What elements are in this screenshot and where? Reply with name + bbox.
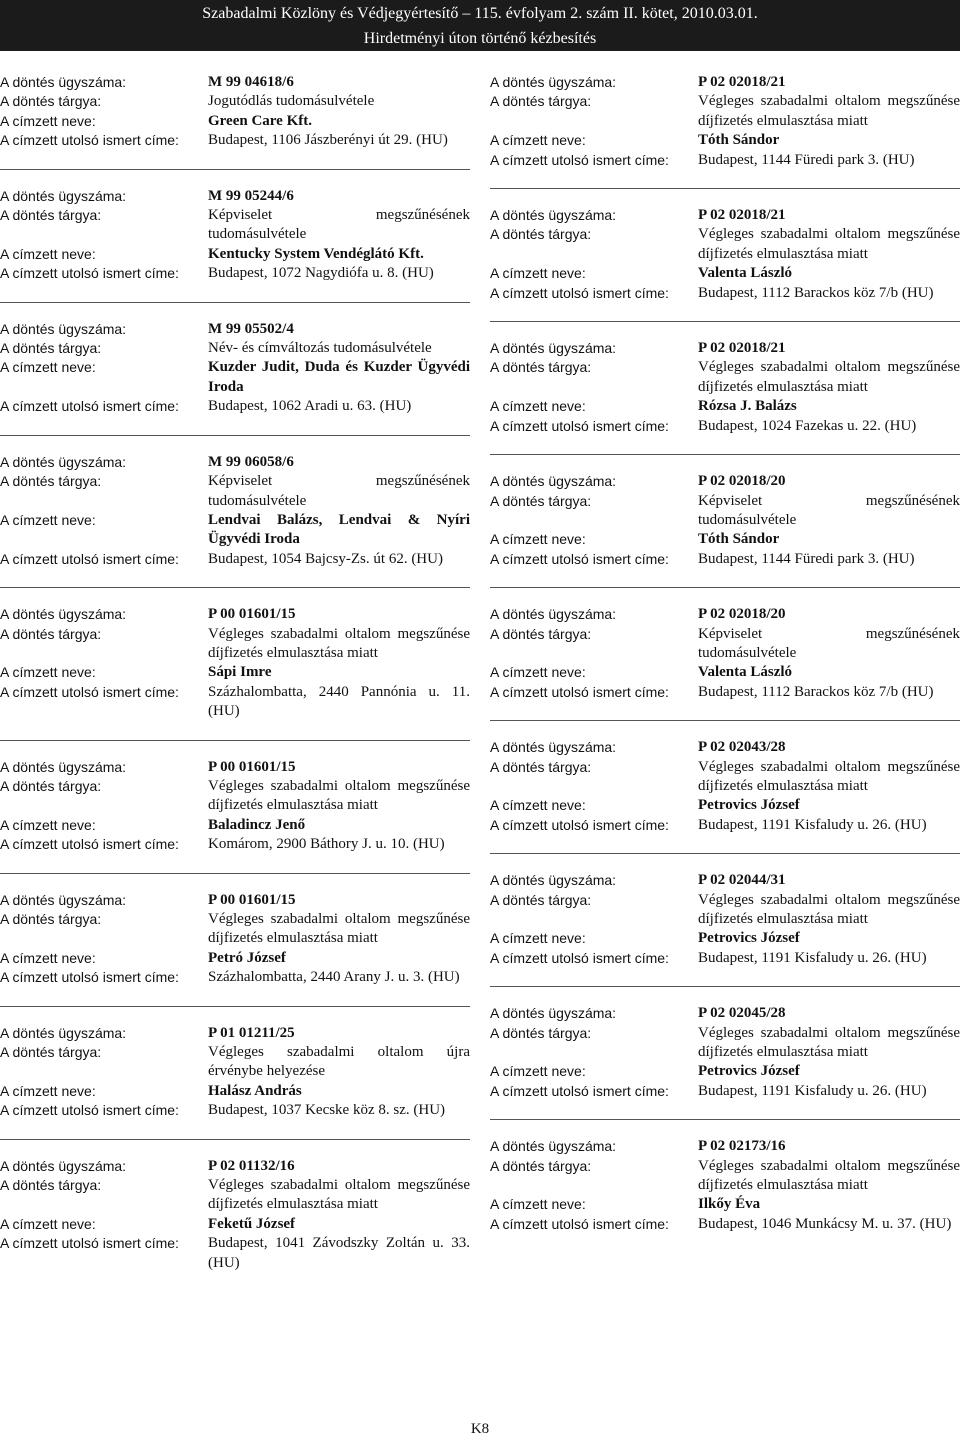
decision-number-label: A döntés ügyszáma: [490,606,617,623]
recipient-address-label: A címzett utolsó ismert címe: [0,836,179,853]
decision-number-label: A döntés ügyszáma: [0,1157,127,1174]
recipient-address-row [0,1234,470,1273]
recipient-address-row [490,1215,960,1234]
recipient-name: Feketű József [208,1215,296,1232]
decision-entry [0,187,470,303]
recipient-address-label: A címzett utolsó ismert címe: [0,969,179,986]
recipient-name-row [490,929,960,948]
recipient-address-label: A címzett utolsó ismert címe: [0,398,179,415]
recipient-address: Budapest, 1024 Fazekas u. 22. (HU) [698,417,917,434]
decision-number-row [490,472,960,491]
decision-number-row [490,605,960,624]
recipient-name-row [0,1215,470,1234]
decision-subject: Képviselet megszűnésének tudomásulvétele [208,207,470,243]
recipient-name-label: A címzett neve: [490,664,586,681]
decision-number-label: A döntés ügyszáma: [0,891,127,908]
decision-number-label: A döntés ügyszáma: [490,872,617,889]
decision-entry [490,339,960,455]
decision-entry [490,871,960,987]
decision-number: M 99 05244/6 [208,187,294,204]
decision-number: P 00 01601/15 [208,891,296,908]
page-number: K8 [470,1421,490,1437]
recipient-address-label: A címzett utolsó ismert címe: [490,949,669,966]
decision-number-label: A döntés ügyszáma: [0,320,127,337]
recipient-name-label: A címzett neve: [490,265,586,282]
recipient-name: Lendvai Balázs, Lendvai & Nyíri Ügyvédi Iroda [208,511,470,548]
recipient-name: Petrovics József [698,1063,800,1080]
recipient-address: Százhalombatta, 2440 Pannónia u. 11. (HU) [208,683,470,720]
decision-subject-label: A döntés tárgya: [0,911,102,927]
decision-number-row [0,1024,470,1043]
decision-subject-row [490,758,960,797]
decision-subject: Végleges szabadalmi oltalom megszűnése díjfizetés elmulasztása miatt [208,777,470,814]
decision-subject-row [0,1176,470,1215]
recipient-address: Budapest, 1106 Jászberényi út 29. (HU) [208,132,448,149]
decision-number: P 02 02018/20 [698,606,786,623]
recipient-name-label: A címzett neve: [0,359,96,376]
recipient-address-row [490,151,960,170]
decision-subject-label: A döntés tárgya: [490,93,592,110]
page-header [0,0,960,51]
decision-number: P 02 01132/16 [208,1157,295,1174]
recipient-name-row [0,112,470,131]
decision-number-label: A döntés ügyszáma: [0,1024,127,1041]
recipient-address: Komárom, 2900 Báthory J. u. 10. (HU) [208,836,445,853]
recipient-address-row [0,550,470,569]
recipient-address: Budapest, 1046 Munkácsy M. u. 37. (HU) [698,1215,952,1232]
decision-subject: Képviselet megszűnésének tudomásulvétele [698,625,960,661]
recipient-name: Rózsa J. Balázs [698,398,797,415]
recipient-address: Budapest, 1191 Kisfaludy u. 26. (HU) [698,816,927,833]
decision-number: P 02 02018/21 [698,207,786,224]
recipient-address: Budapest, 1112 Barackos köz 7/b (HU) [698,284,934,301]
decision-number-row [490,73,960,92]
recipient-address: Budapest, 1112 Barackos köz 7/b (HU) [698,683,934,700]
recipient-name-row [490,663,960,682]
recipient-name-row [490,397,960,416]
left-column [0,73,470,1308]
recipient-address-label: A címzett utolsó ismert címe: [0,1235,179,1252]
right-column [490,73,960,1269]
decision-number-label: A döntés ügyszáma: [490,340,617,357]
recipient-name-row [0,358,470,397]
decision-number-row [0,187,470,206]
decision-subject-row [0,206,470,245]
decision-subject: Végleges szabadalmi oltalom megszűnése díjfizetés elmulasztása miatt [208,625,470,661]
decision-number: P 00 01601/15 [208,606,296,623]
recipient-address-row [490,683,960,702]
decision-entry [0,758,470,874]
decision-subject-row [0,472,470,511]
recipient-address: Budapest, 1191 Kisfaludy u. 26. (HU) [698,1082,927,1099]
recipient-address-row [0,968,470,987]
recipient-name: Tóth Sándor [698,531,780,548]
recipient-address-label: A címzett utolsó ismert címe: [0,265,179,282]
decision-number-label: A döntés ügyszáma: [0,74,127,90]
recipient-name-label: A címzett neve: [490,398,586,415]
recipient-name-label: A címzett neve: [0,511,96,528]
decision-subject: Végleges szabadalmi oltalom megszűnése díjfizetés elmulasztása miatt [698,1157,960,1194]
recipient-name-row [490,264,960,283]
decision-subject: Végleges szabadalmi oltalom újra érvénybe helyezése [208,1044,470,1080]
decision-subject-row [0,1043,470,1082]
decision-subject-label: A döntés tárgya: [490,359,592,376]
decision-subject: Végleges szabadalmi oltalom megszűnése díjfizetés elmulasztása miatt [698,1024,960,1061]
decision-subject-label: A döntés tárgya: [490,1157,592,1174]
decision-subject: Végleges szabadalmi oltalom megszűnése díjfizetés elmulasztása miatt [698,758,960,794]
recipient-address-label: A címzett utolsó ismert címe: [490,1082,669,1099]
decision-number: M 99 06058/6 [208,453,294,470]
decision-subject-row [490,1157,960,1196]
decision-entry [490,738,960,854]
decision-subject: Végleges szabadalmi oltalom megszűnése díjfizetés elmulasztása miatt [208,911,470,947]
recipient-address: Budapest, 1191 Kisfaludy u. 26. (HU) [698,949,927,966]
recipient-name: Green Care Kft. [208,112,312,129]
decision-subject-label: A döntés tárgya: [0,473,102,490]
decision-number-row [0,605,470,624]
recipient-address-row [490,1082,960,1101]
decision-number-row [0,453,470,472]
recipient-name: Tóth Sándor [698,132,780,149]
decision-number-row [0,758,470,777]
decision-entry [0,73,470,170]
decision-entry [490,73,960,189]
decision-subject-row [490,625,960,664]
recipient-address-row [490,949,960,968]
decision-subject: Végleges szabadalmi oltalom megszűnése díjfizetés elmulasztása miatt [698,359,960,395]
recipient-name-label: A címzett neve: [0,664,96,681]
decision-subject-row [490,492,960,531]
recipient-address-label: A címzett utolsó ismert címe: [0,550,179,567]
recipient-name-label: A címzett neve: [490,797,586,814]
decision-subject-label: A döntés tárgya: [0,93,102,110]
decision-number-label: A döntés ügyszáma: [490,207,617,224]
decision-subject-label: A döntés tárgya: [0,1044,102,1061]
decision-number-row [0,73,470,92]
recipient-address: Budapest, 1072 Nagydiófa u. 8. (HU) [208,265,434,282]
decision-subject-row [0,777,470,816]
decision-entry [0,320,470,436]
recipient-address: Budapest, 1037 Kecske köz 8. sz. (HU) [208,1102,446,1119]
recipient-address: Budapest, 1144 Füredi park 3. (HU) [698,151,915,168]
decision-subject-label: A döntés tárgya: [0,207,102,224]
recipient-address: Budapest, 1041 Závodszky Zoltán u. 33. (HU) [208,1235,470,1271]
decision-subject: Jogutódlás tudomásulvétele [208,93,375,110]
decision-number-row [0,1157,470,1176]
recipient-name: Valenta László [698,664,793,681]
decision-number: P 00 01601/15 [208,758,296,775]
decision-number-label: A döntés ügyszáma: [0,758,127,775]
recipient-name: Kentucky System Vendéglátó Kft. [208,245,424,262]
decision-entry [490,1137,960,1252]
recipient-address-row [0,835,470,854]
decision-entry [490,1004,960,1120]
recipient-address-label: A címzett utolsó ismert címe: [0,1102,179,1119]
decision-subject-row [0,339,470,358]
recipient-name-label: A címzett neve: [490,930,586,947]
decision-number: P 02 02018/21 [698,74,786,90]
recipient-name-label: A címzett neve: [0,1215,96,1232]
decision-number-label: A döntés ügyszáma: [490,74,617,90]
decision-number: P 02 02018/21 [698,340,786,357]
decision-subject: Képviselet megszűnésének tudomásulvétele [698,492,960,528]
recipient-name-row [0,511,470,550]
decision-number-label: A döntés ügyszáma: [490,1005,617,1022]
decision-subject-row [490,358,960,397]
decision-number: P 02 02173/16 [698,1138,786,1155]
recipient-name-row [490,796,960,815]
decision-number: P 02 02043/28 [698,739,786,756]
decision-number-label: A döntés ügyszáma: [490,1138,617,1155]
recipient-name: Ilkőy Éva [698,1196,761,1213]
recipient-address-label: A címzett utolsó ismert címe: [490,417,669,434]
decision-entry [0,1024,470,1140]
decision-subject-row [490,92,960,131]
decision-number-row [490,206,960,225]
recipient-address-label: A címzett utolsó ismert címe: [490,1215,669,1232]
decision-number: P 02 02045/28 [698,1005,786,1022]
decision-entry [0,453,470,588]
decision-subject-row [490,225,960,264]
recipient-name-row [490,1195,960,1214]
recipient-address: Budapest, 1062 Aradi u. 63. (HU) [208,398,412,415]
decision-entry [0,1157,470,1291]
decision-number-row [490,871,960,890]
decision-subject: Végleges szabadalmi oltalom megszűnése díjfizetés elmulasztása miatt [698,891,960,927]
decision-subject-label: A döntés tárgya: [490,492,592,509]
decision-number: P 01 01211/25 [208,1024,295,1041]
recipient-address-row [0,397,470,416]
decision-subject: Végleges szabadalmi oltalom megszűnése díjfizetés elmulasztása miatt [698,93,960,129]
recipient-address-label: A címzett utolsó ismert címe: [490,683,669,700]
recipient-address-label: A címzett utolsó ismert címe: [0,683,179,700]
recipient-address-row [0,1101,470,1120]
decision-number: M 99 05502/4 [208,320,294,337]
recipient-name-row [0,663,470,682]
decision-number: P 02 02018/20 [698,473,786,490]
recipient-address-row [0,683,470,722]
recipient-name-label: A címzett neve: [0,949,96,966]
recipient-name-row [0,1082,470,1101]
decision-number: M 99 04618/6 [208,74,294,90]
decision-subject-label: A döntés tárgya: [0,1177,102,1194]
recipient-name: Kuzder Judit, Duda és Kuzder Ügyvédi Iroda [208,359,470,395]
decision-subject-row [0,92,470,111]
decision-number-row [490,1004,960,1023]
recipient-name: Petrovics József [698,930,800,947]
decision-subject-row [0,625,470,664]
recipient-name: Petrovics József [698,797,800,814]
recipient-address-label: A címzett utolsó ismert címe: [490,284,669,301]
decision-number-row [490,738,960,757]
recipient-address: Budapest, 1054 Bajcsy-Zs. út 62. (HU) [208,550,443,567]
recipient-name-label: A címzett neve: [490,1196,586,1213]
recipient-address-row [490,816,960,835]
decision-number-row [490,339,960,358]
recipient-name-label: A címzett neve: [490,531,586,548]
decision-number-label: A döntés ügyszáma: [0,606,127,623]
decision-subject: Képviselet megszűnésének tudomásulvétele [208,473,470,509]
recipient-name-row [490,1062,960,1081]
recipient-name: Baladincz Jenő [208,816,306,833]
recipient-name-label: A címzett neve: [0,245,96,262]
decision-subject: Végleges szabadalmi oltalom megszűnése díjfizetés elmulasztása miatt [208,1177,470,1213]
recipient-name-row [0,245,470,264]
recipient-name-row [490,131,960,150]
recipient-address-row [490,284,960,303]
recipient-name-label: A címzett neve: [0,1082,96,1099]
recipient-name-label: A címzett neve: [0,112,96,129]
recipient-address-label: A címzett utolsó ismert címe: [490,151,669,168]
decision-number: P 02 02044/31 [698,872,786,889]
decision-subject-row [490,891,960,930]
recipient-name: Petró József [208,949,286,966]
recipient-address: Százhalombatta, 2440 Arany J. u. 3. (HU) [208,969,460,986]
recipient-address-row [0,264,470,283]
recipient-name-label: A címzett neve: [490,132,586,149]
decision-number-row [490,1137,960,1156]
recipient-address-label: A címzett utolsó ismert címe: [490,550,669,567]
recipient-name-row [0,949,470,968]
decision-subject-row [0,910,470,949]
recipient-address-row [0,131,470,150]
decision-subject-label: A döntés tárgya: [490,625,592,642]
decision-subject-label: A döntés tárgya: [0,777,102,794]
decision-subject-label: A döntés tárgya: [490,891,592,908]
recipient-name: Valenta László [698,265,793,282]
decision-entry [490,605,960,721]
decision-subject: Név- és címváltozás tudomásulvétele [208,340,432,357]
decision-subject-label: A döntés tárgya: [0,625,102,642]
decision-subject-label: A döntés tárgya: [490,226,592,243]
decision-entry [0,891,470,1007]
recipient-name-label: A címzett neve: [490,1063,586,1080]
decision-number-label: A döntés ügyszáma: [0,453,127,470]
journal-title: Szabadalmi Közlöny és Védjegyértesítő – 115. évfolyam 2. szám II. kötet, 2010.03.01. [202,5,758,22]
recipient-name: Sápi Imre [208,664,272,681]
decision-entry [490,206,960,322]
decision-number-label: A döntés ügyszáma: [0,187,127,204]
decision-subject-label: A döntés tárgya: [490,1024,592,1041]
decision-entry [0,605,470,740]
decision-number-row [0,320,470,339]
section-title: Hirdetményi úton történő kézbesítés [363,30,597,47]
recipient-address: Budapest, 1144 Füredi park 3. (HU) [698,550,915,567]
decision-number-row [0,891,470,910]
decision-number-label: A döntés ügyszáma: [490,739,617,756]
recipient-name-label: A címzett neve: [0,816,96,833]
recipient-name: Halász András [208,1082,302,1099]
recipient-address-row [490,417,960,436]
decision-subject-label: A döntés tárgya: [0,340,102,357]
decision-number-label: A döntés ügyszáma: [490,473,617,490]
recipient-address-label: A címzett utolsó ismert címe: [0,132,179,149]
recipient-name-row [0,816,470,835]
decision-subject-label: A döntés tárgya: [490,758,592,775]
recipient-address-row [490,550,960,569]
decision-subject: Végleges szabadalmi oltalom megszűnése díjfizetés elmulasztása miatt [698,226,960,262]
recipient-name-row [490,530,960,549]
recipient-address-label: A címzett utolsó ismert címe: [490,816,669,833]
decision-entry [490,472,960,588]
decision-subject-row [490,1024,960,1063]
